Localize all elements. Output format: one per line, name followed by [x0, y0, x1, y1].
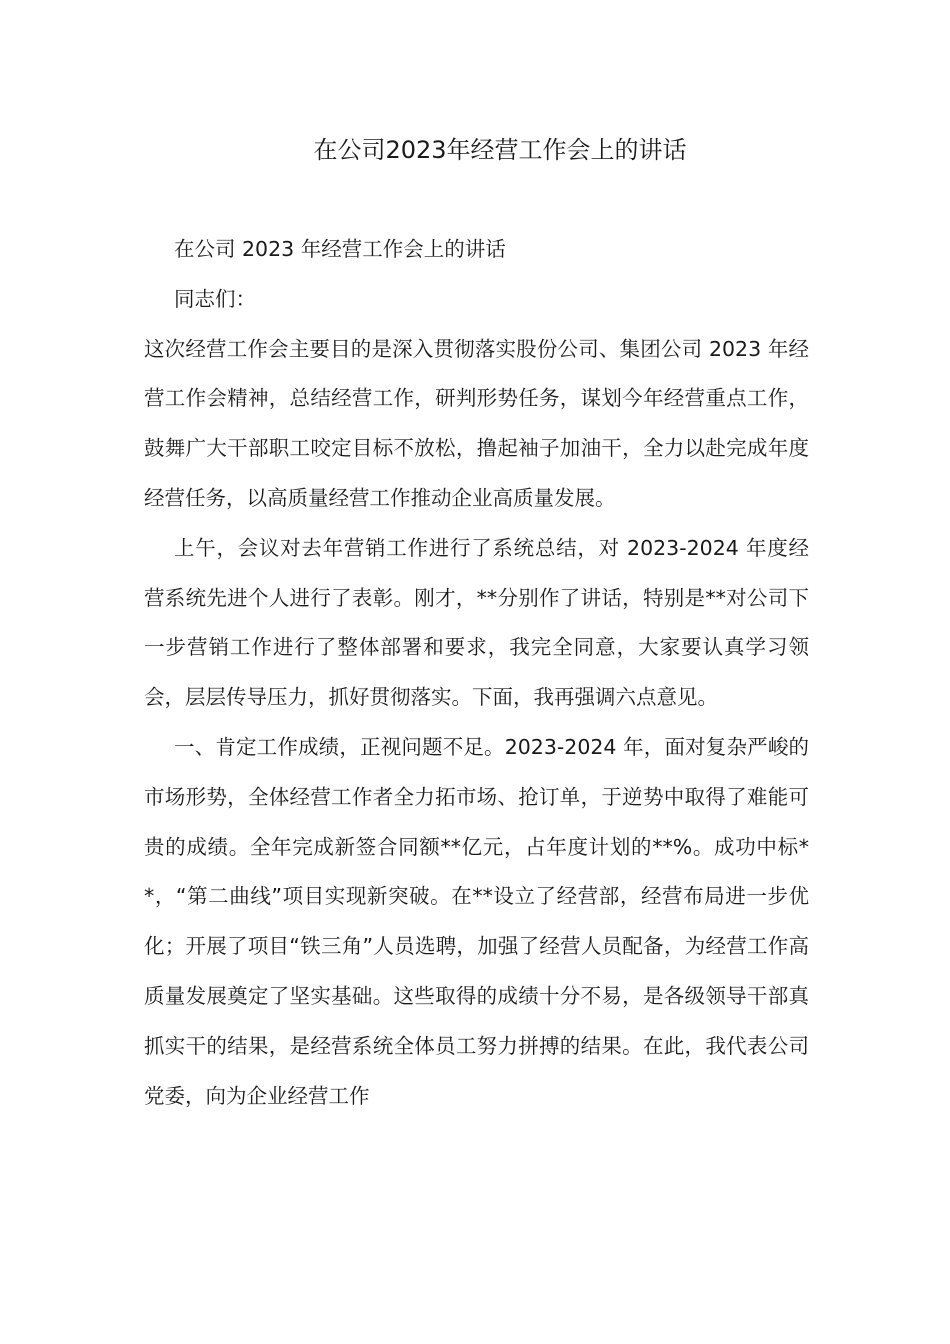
- body-paragraph: 这次经营工作会主要目的是深入贯彻落实股份公司、集团公司 2023 年经营工作会精神，总结经营工作，研判形势任务，谋划今年经营重点工作，鼓舞广大干部职工咬定目标不放松，撸起袖子加油干，全力以赴完成年度经营任务，以高质量经营工作推动企业高质量发展。: [144, 336, 809, 510]
- document-title: 在公司2023年经营工作会上的讲话: [313, 136, 687, 164]
- body-paragraph: 在公司 2023 年经营工作会上的讲话: [174, 237, 506, 261]
- document-body: [144, 225, 809, 1121]
- body-paragraph: 上午，会议对去年营销工作进行了系统总结，对 2023-2024 年度经营系统先进个人进行了表彰。刚才，**分别作了讲话，特别是**对公司下一步营销工作进行了整体部署和要求，我完全同意，大家要认真学习领会，层层传导压力，抓好贯彻落实。下面，我再强调六点意见。: [144, 535, 809, 710]
- body-paragraph: 同志们：: [174, 286, 256, 311]
- body-paragraph: 一、肯定工作成绩，正视问题不足。2023-2024 年，面对复杂严峻的市场形势，全体经营工作者全力拓市场、抢订单，于逆势中取得了难能可贵的成绩。全年完成新签合同额**亿元，占年度计划的**%。成功中标**，“第二曲线”项目实现新突破。在**设立了经营部，经营布局进一步优化；开展了项目“铁三角”人员选聘，加强了经营人员配备，为经营工作高质量发展奠定了坚实基础。这些取得的成绩十分不易，是各级领导干部真抓实干的结果，是经营系统全体员工努力拼搏的结果。在此，我代表公司党委，向为企业经营工作: [144, 734, 809, 1108]
